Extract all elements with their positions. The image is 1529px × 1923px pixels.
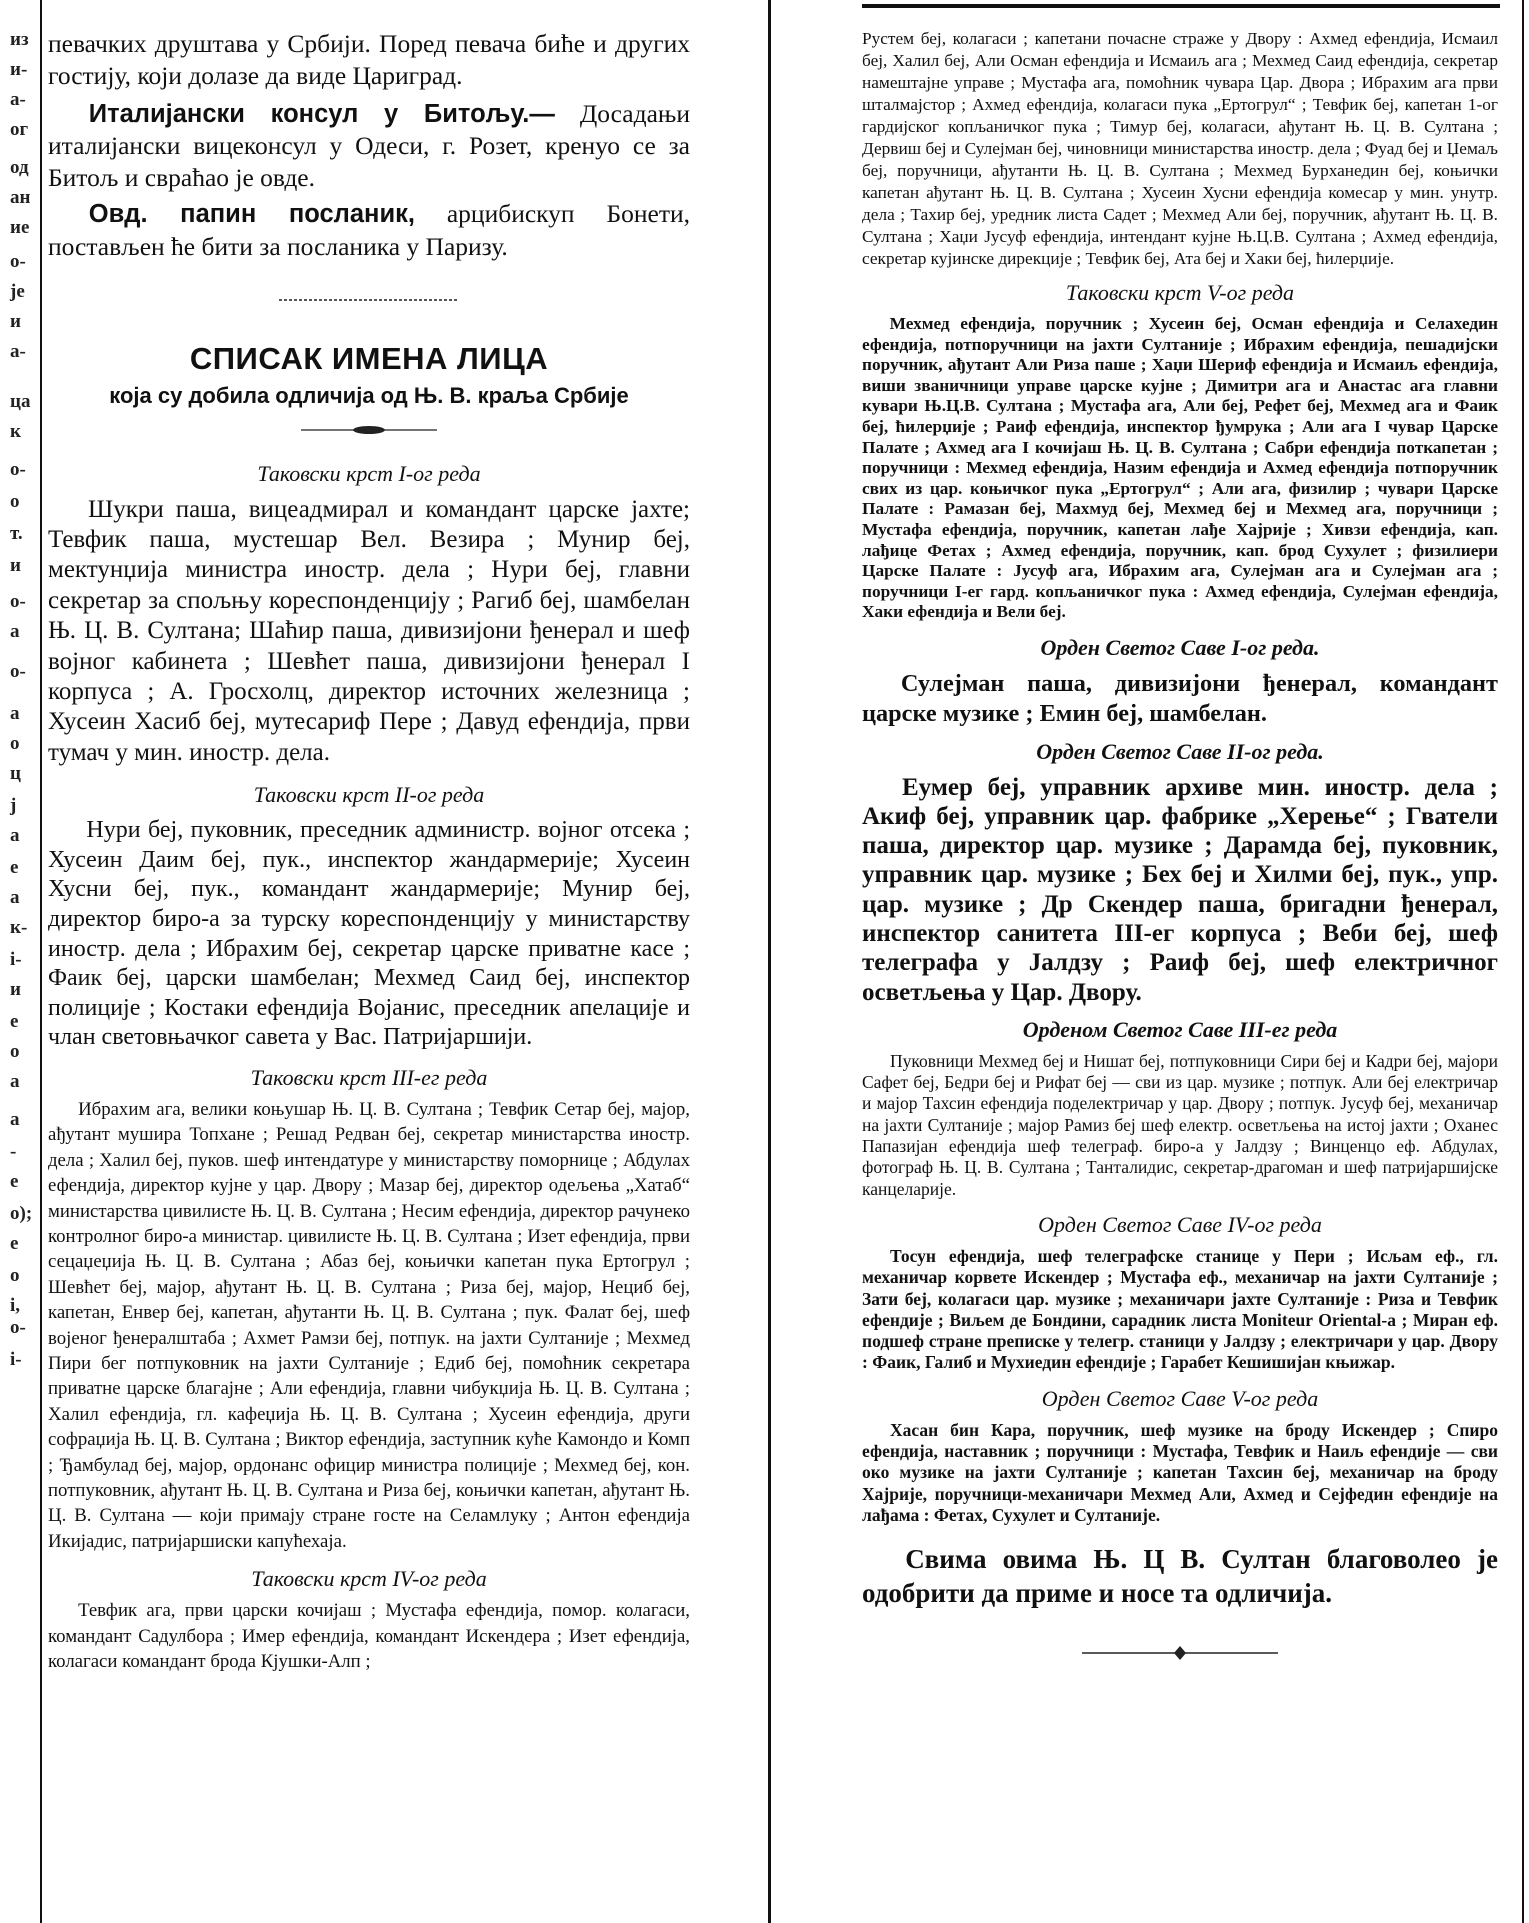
right-column bbox=[862, 28, 1498, 1660]
edge-fragment: о bbox=[10, 491, 20, 512]
text-sava-3: Пуковници Мехмед беј и Нишат беј, потпуковници Сири беј и Кадри беј, мајори Сафет беј, Бедри беј и Рифат беј — сви из цар. музике ; потпук. Али беј електричар и мајор Тахсин ефендија поделектричар у цар. Двору ; потпук. Јусуф беј, механичар на јахти Султаније ; мајор Рамиз беј шеф електр. осветљења на истој јахти ; Оханес Папазијан ефендија шеф телеграф. биро-а у Јалдзу ; Винценцо еф. Абдулах, фотограф Њ. Ц. В. Султана ; Танталидис, секретар-драгоман и шеф патријаршијске канцеларије. bbox=[862, 1050, 1498, 1199]
edge-fragment: из bbox=[10, 29, 29, 50]
edge-fragment: и bbox=[10, 555, 21, 576]
text-sava-4: Тосун ефендија, шеф телеграфске станице у Пери ; Исљам еф., гл. механичар корвете Искендер ; Мустафа еф., механичар на јахти Султаније ; Зати беј, колагаси цар. музике ; механичари јахте Султаније : Риза и Тевфик ефендије ; Виљем де Бондини, сарадник листа Moniteur Oriental-а ; Миран еф. подшеф стране преписке у телегр. станици у Јалдзу ; електричари у цар. Двору : Фаик, Галиб и Мухиедин ефендије ; Гарабет Кешишијан књижар. bbox=[862, 1245, 1498, 1373]
edge-fragment: о- bbox=[10, 251, 26, 272]
ornament-end bbox=[1080, 1646, 1280, 1660]
edge-fragment: е bbox=[10, 857, 19, 878]
edge-fragment: о- bbox=[10, 661, 26, 682]
top-rule-right bbox=[862, 4, 1500, 8]
heading-sava-1: Орден Светог Саве I-ог реда. bbox=[1040, 634, 1320, 660]
text-sava-1: Сулејман паша, дивизијони ђенерал, командант царске музике ; Емин беј, шамбелан. bbox=[862, 669, 1498, 727]
edge-fragment: ог bbox=[10, 119, 29, 140]
heading-sava-4: Орден Светог Саве IV-ог реда bbox=[1038, 1211, 1322, 1237]
edge-fragment: к bbox=[10, 421, 21, 442]
news-lead: Италијански консул у Битољу.— bbox=[88, 99, 555, 128]
edge-fragment: и bbox=[10, 311, 21, 332]
heading-takovo-4: Таковски крст IV-ог реда bbox=[251, 1566, 487, 1592]
news-item-consul bbox=[48, 98, 690, 194]
edge-fragment: е bbox=[10, 1171, 19, 1192]
edge-fragment: ие bbox=[10, 217, 30, 238]
edge-fragment: ца bbox=[10, 391, 31, 412]
text-takovo-2: Нури беј, пуковник, преседник администр. војног отсека ; Хусеин Даим беј, пук., инспектор жандармерије; Хусеин Хусни беј, пук., командант жандармерије; Мунир беј, директор биро-а за турску кореспонденцију у министарству иностр. дела ; Ибрахим беј, секретар царске приватне касе ; Фаик беј, царски шамбелан; Мехмед Саид беј, инспектор полиције ; Костаки ефендија Војанис, преседник апелације и члан световњачког савета у Вас. Патријаршији. bbox=[48, 817, 690, 1051]
news-item-nuncio bbox=[48, 198, 690, 263]
intro-paragraph: Рустем беј, колагаси ; капетани почасне страже у Двору : Ахмед ефендија, Исмаил беј, Халил беј, Али Осман ефендија и Исмаиљ ага ; Мехмед Саид ефендија, секретар намештајне управе ; Мустафа ага, помоћник чувара Цар. Двора ; Ибрахим ага први шталмајстор ; Ахмед ефендија, колагаси пука „Ертогрул“ ; Тевфик беј, капетан 1-ог гардијског копљаничког пука ; Тимур беј, колагаси, ађутант Њ. Ц. В. Султана ; Дервиш беј и Сулејман беј, чиновници министарства иностр. дела ; Фуад беј и Џемаљ беј, поручници, ађутанти Њ. Ц. В. Султана ; Мехмед Бурханедин беј, коњички капетан ађутант Њ. Ц. В. Султана ; Хусеин Хусни ефендија комесар у мин. унутр. дела ; Тахир беј, уредник листа Садет ; Мехмед Али беј, поручник, ађутант Њ. Ц. В. Султана ; Хаџи Јусуф ефендија, интендант кујне Њ.Ц.В. Султана ; Ахмед ефендија, секретар кујинске дирекције ; Тевфик беј, Ата беј и Хаки беј, ћилерџије. bbox=[862, 29, 1498, 268]
edge-fragment: е bbox=[10, 1233, 19, 1254]
edge-fragment: и- bbox=[10, 59, 28, 80]
heading-takovo-2: Таковски крст II-ог реда bbox=[253, 782, 485, 808]
edge-fragment: е bbox=[10, 1011, 19, 1032]
news-text: арцибискуп Бонети, постављен ће бити за посланика у Паризу. bbox=[48, 198, 690, 261]
text-takovo-4: Тевфик ага, први царски кочијаш ; Мустафа ефендија, помор. колагаси, командант Садулбора ; Имер ефендија, командант Искендера ; Изет ефендија, колагаси командант брода Кјушки-Алп ; bbox=[48, 1600, 690, 1673]
edge-fragment: о- bbox=[10, 459, 26, 480]
text-takovo-3: Ибрахим ага, велики коњушар Њ. Ц. В. Султана ; Тевфик Сетар беј, мајор, ађутант мушира Топхане ; Решад Редван беј, секретар министарства иностр. дела ; Халил беј, пуков. шеф интендатуре у министарству поморнице ; Абдулах ефендија, директор кујне у цар. Двору ; Мазар беј, директор одељења „Хатаб“ министарства цивилисте Њ. Ц. В. Султана ; Несим ефендија, директор рачунеко контролног биро-а министар. цивилисте Њ. Ц. В. Султана ; Изет ефендија, први сецаџеџија Њ. Ц. В. Султана ; Абаз беј, коњички капетан пука Ертогрул ; Шевћет беј, мајор, ађутант Њ. Ц. В. Султана ; Риза беј, мајор, Нециб беј, капетан, Енвер беј, капетан, ађутанти Њ. Ц. В. Султана ; пук. Фалат беј, шеф војеног ђенералштаба ; Ахмет Рамзи беј, потпук. на јахти Султаније ; Мехмед Пири бег потпуковник на јахти Султаније ; Едиб беј, помоћник секретара приватне царске благајне ; Али ефендија, главни чибукџија Њ. Ц. В. Султана ; Халил ефендија, гл. кафеџија Њ. Ц. В. Султана ; Хусеин ефендија, други софраџија Њ. Ц. В. Султана ; Виктор ефендија, заступник куће Камондо и Комп ; Ђамбулад беј, мајор, ордонанс официр министра полиције ; Мехмед беј, кон. потпуковник, ађутант Њ. Ц. В. Султана и Риза беј, коњички капетан, ађутант Њ. Ц. В. Султана — који примају стране госте на Селамлуку ; Антон ефендија Икијадис, патријаршиски капућехаја. bbox=[48, 1098, 690, 1552]
right-edge-rule bbox=[1522, 0, 1524, 1923]
edge-fragment: је bbox=[10, 281, 25, 302]
edge-fragment: о bbox=[10, 1265, 20, 1286]
edge-fragment: и bbox=[10, 979, 21, 1000]
section-divider bbox=[279, 299, 459, 301]
heading-takovo-3: Таковски крст III-ег реда bbox=[250, 1064, 488, 1090]
edge-fragment: о bbox=[10, 1041, 20, 1062]
edge-fragment: а- bbox=[10, 341, 26, 362]
closing-statement: Свима овима Њ. Ц В. Султан благоволео је одобрити да приме и носе та одличија. bbox=[862, 1544, 1498, 1609]
edge-fragment: і, bbox=[10, 1295, 21, 1316]
text-sava-2: Еумер беј, управник архиве мин. иностр. дела ; Акиф беј, управник цар. фабрике „Херење“ ; Гватели паша, директор цар. музике ; Дарамда беј, пуковник, управник цар. музике ; Бех беј и Хилми беј, пук., упр. цар. музике ; Др Скендер паша, бригадни ђенерал, инспектор санитета III-ег корпуса ; Веби беј, шеф телеграфа у Јалдзу ; Раиф беј, шеф електричног осветљења у Цар. Двору. bbox=[862, 773, 1498, 1006]
edge-fragment: о- bbox=[10, 1317, 26, 1338]
list-subtitle: која су добила одличија од Њ. В. краља Србије bbox=[109, 382, 629, 408]
ornament-divider bbox=[299, 423, 439, 437]
edge-fragment: о bbox=[10, 733, 20, 754]
edge-fragment: а bbox=[10, 703, 20, 724]
edge-fragment: а bbox=[10, 1109, 20, 1130]
edge-fragment: ц bbox=[10, 763, 21, 784]
edge-fragment: ан bbox=[10, 187, 31, 208]
heading-takovo-5: Таковски крст V-ог реда bbox=[1065, 280, 1295, 305]
top-paragraph: певачких друштава у Србији. Поред певача биће и других гостију, који долазе да виде Цариград. bbox=[48, 29, 690, 90]
edge-fragment: - bbox=[10, 1141, 17, 1162]
edge-fragment: а bbox=[10, 887, 20, 908]
edge-fragment: ј bbox=[10, 795, 17, 816]
edge-fragment: а- bbox=[10, 89, 26, 110]
list-title: СПИСАК ИМЕНА ЛИЦА bbox=[189, 340, 549, 376]
heading-sava-3: Орденом Светог Саве III-ег реда bbox=[1022, 1016, 1338, 1042]
text-takovo-5: Мехмед ефендија, поручник ; Хусеин беј, Осман ефендија и Селахедин ефендија, потпоручници на јахти Султаније ; Ибрахим ефендија, пешадијски поручник, ађутант Али Риза паше ; Хаџи Шериф ефендија и Исмаиљ ефендија, виши званичници управе царске кујне ; Димитри ага и Анастас ага главни кувари Њ.Ц.В. Султана ; Мустафа ага, Али беј, Рефет беј, Мехмед ага и Фаик беј, ћилерџије ; Раиф ефендија, инспектор ђумрука ; Али ага I чувар Царске Палате ; Ахмед ага I кочијаш Њ. Ц. В. Султана ; Сабри ефендија поткапетан ; поручници : Мехмед ефендија, Назим ефендија и Ахмед ефендија потпоручник свих из цар. коњичког пука „Ертогрул“ ; Али ага, физилир ; чувари Царске Палате : Рамазан беј, Махмуд беј, Мехмед беј и Мехмед ага, поручници ; Мустафа ефендија, поручник, капетан лађе Хајрије ; Хивзи ефендија, кап. лађице Фетах ; Ахмед ефендија, поручник, кап. брод Сухулет ; физилиери Царске Палате : Јусуф ага, Ибрахим ага, Сулејман ага и Сулејман ага ; поручници I-ег гард. копљаничког пука : Ахмед ефендија, Сулејман ефендија, Хаки ефендија и Вели беј. bbox=[862, 314, 1498, 622]
edge-fragment: а bbox=[10, 621, 20, 642]
heading-sava-5: Орден Светог Саве V-ог реда bbox=[1041, 1385, 1319, 1411]
text-takovo-1: Шукри паша, вицеадмирал и командант царске јахте; Тевфик паша, мустешар Вел. Везира ; Мунир беј, мектунџија министра иностр. дела ; Нури беј, главни секретар за спољњу кореспонденцију ; Рагиб беј, шамбелан Њ. Ц. В. Султана; Шаћир паша, дивизијони ђенерал и шеф војног кабинета ; Шевћет паша, дивизијони ђенерал I корпуса ; А. Гросхолц, директор источних железница ; Хусеин Хасиб беј, мутесариф Пере ; Давуд ефендија, први тумач у мин. иностр. дела. bbox=[48, 495, 690, 766]
edge-fragment: і- bbox=[10, 949, 22, 970]
edge-fragment: т. bbox=[10, 523, 23, 544]
news-text: Досадањи италијански вицеконсул у Одеси, г. Розет, кренуо се за Битољ и свраћао је овде. bbox=[48, 98, 690, 193]
edge-fragment: к- bbox=[10, 917, 28, 938]
heading-sava-2: Орден Светог Саве II-ог реда. bbox=[1036, 738, 1324, 764]
edge-fragment: і- bbox=[10, 1349, 22, 1370]
edge-fragment: од bbox=[10, 157, 29, 178]
edge-fragment: о); bbox=[10, 1203, 33, 1224]
news-lead: Овд. папин посланик, bbox=[88, 199, 415, 228]
page-gap-rule bbox=[768, 0, 771, 1923]
text-sava-5: Хасан бин Кара, поручник, шеф музике на броду Искендер ; Спиро ефендија, наставник ; поручници : Мустафа, Тевфик и Наиљ ефендије — сви око музике на јахти Султаније ; капетан Тахсин беј, механичар на броду Хајрије, поручници-механичари Мехмед Али, Ахмед и Сејфедин ефендије на лађама : Фетах, Сухулет и Султаније. bbox=[862, 1419, 1498, 1525]
edge-fragment: о- bbox=[10, 591, 26, 612]
edge-fragment: а bbox=[10, 825, 20, 846]
column-rule-left bbox=[40, 0, 42, 1923]
heading-takovo-1: Таковски крст I-ог реда bbox=[257, 460, 481, 486]
edge-fragment: а bbox=[10, 1071, 20, 1092]
left-column bbox=[48, 28, 690, 1675]
